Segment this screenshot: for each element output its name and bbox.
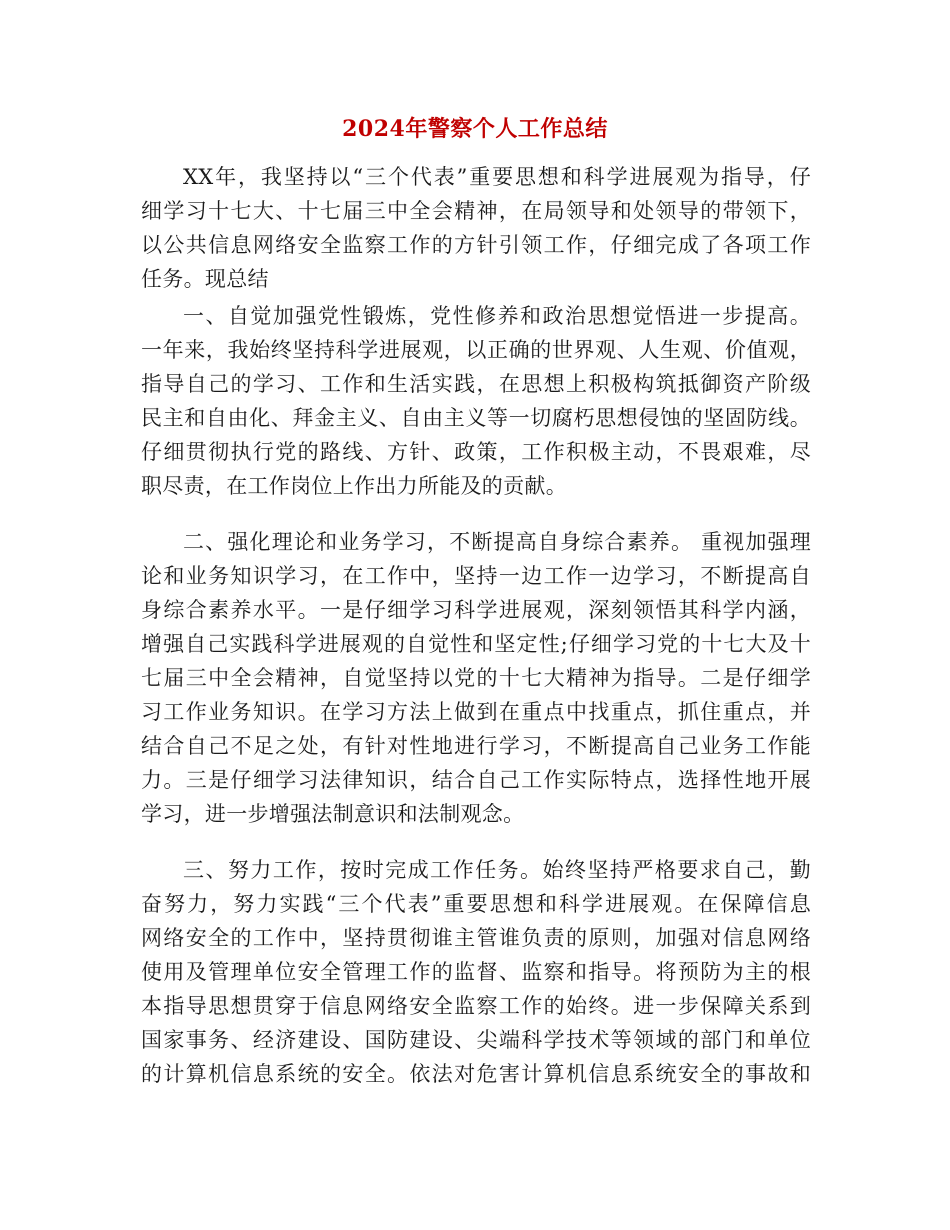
body-line: 一年来，我始终坚持科学进展观，以正确的世界观、人生观、价值观， [141, 338, 811, 362]
body-line: 论和业务知识学习，在工作中，坚持一边工作一边学习，不断提高自 [141, 564, 811, 588]
body-line: 网络安全的工作中，坚持贯彻谁主管谁负责的原则，加强对信息网络 [141, 926, 811, 950]
body-line: 习工作业务知识。在学习方法上做到在重点中找重点，抓住重点，并 [141, 700, 811, 724]
body-line: 细学习十七大、十七届三中全会精神，在局领导和处领导的带领下， [141, 199, 811, 223]
body-line: 二、强化理论和业务学习，不断提高自身综合素养。 重视加强理 [183, 530, 811, 554]
body-line: 学习，进一步增强法制意识和法制观念。 [141, 802, 525, 826]
body-line: 本指导思想贯穿于信息网络安全监察工作的始终。进一步保障关系到 [141, 994, 811, 1018]
body-line: 任务。现总结 [141, 267, 269, 291]
body-line: 民主和自由化、拜金主义、自由主义等一切腐朽思想侵蚀的坚固防线。 [141, 406, 811, 430]
body-line: 职尽责，在工作岗位上作出力所能及的贡献。 [141, 474, 567, 498]
body-line: 三、努力工作，按时完成工作任务。始终坚持严格要求自己，勤 [183, 858, 811, 882]
body-line: 七届三中全会精神，自觉坚持以党的十七大精神为指导。二是仔细学 [141, 666, 811, 690]
body-line: 力。三是仔细学习法律知识，结合自己工作实际特点，选择性地开展 [141, 768, 811, 792]
body-line: 指导自己的学习、工作和生活实践，在思想上积极构筑抵御资产阶级 [141, 372, 811, 396]
body-line: 身综合素养水平。一是仔细学习科学进展观，深刻领悟其科学内涵， [141, 598, 811, 622]
body-line: 增强自己实践科学进展观的自觉性和坚定性;仔细学习党的十七大及十 [141, 632, 811, 656]
body-line: 的计算机信息系统的安全。依法对危害计算机信息系统安全的事故和 [141, 1062, 811, 1086]
body-line: 仔细贯彻执行党的路线、方针、政策，工作积极主动，不畏艰难，尽 [141, 440, 811, 464]
body-line: 使用及管理单位安全管理工作的监督、监察和指导。将预防为主的根 [141, 960, 811, 984]
body-line: 以公共信息网络安全监察工作的方针引领工作，仔细完成了各项工作 [141, 233, 811, 257]
body-line: 一、自觉加强党性锻炼，党性修养和政治思想觉悟进一步提高。 [183, 304, 811, 328]
body-line: 国家事务、经济建设、国防建设、尖端科学技术等领域的部门和单位 [141, 1028, 811, 1052]
body-line: XX年，我坚持以“三个代表”重要思想和科学进展观为指导，仔 [183, 165, 811, 189]
document-title: 2024年警察个人工作总结 [342, 116, 608, 142]
body-line: 奋努力，努力实践“三个代表”重要思想和科学进展观。在保障信息 [141, 892, 811, 916]
body-line: 结合自己不足之处，有针对性地进行学习，不断提高自己业务工作能 [141, 734, 811, 758]
